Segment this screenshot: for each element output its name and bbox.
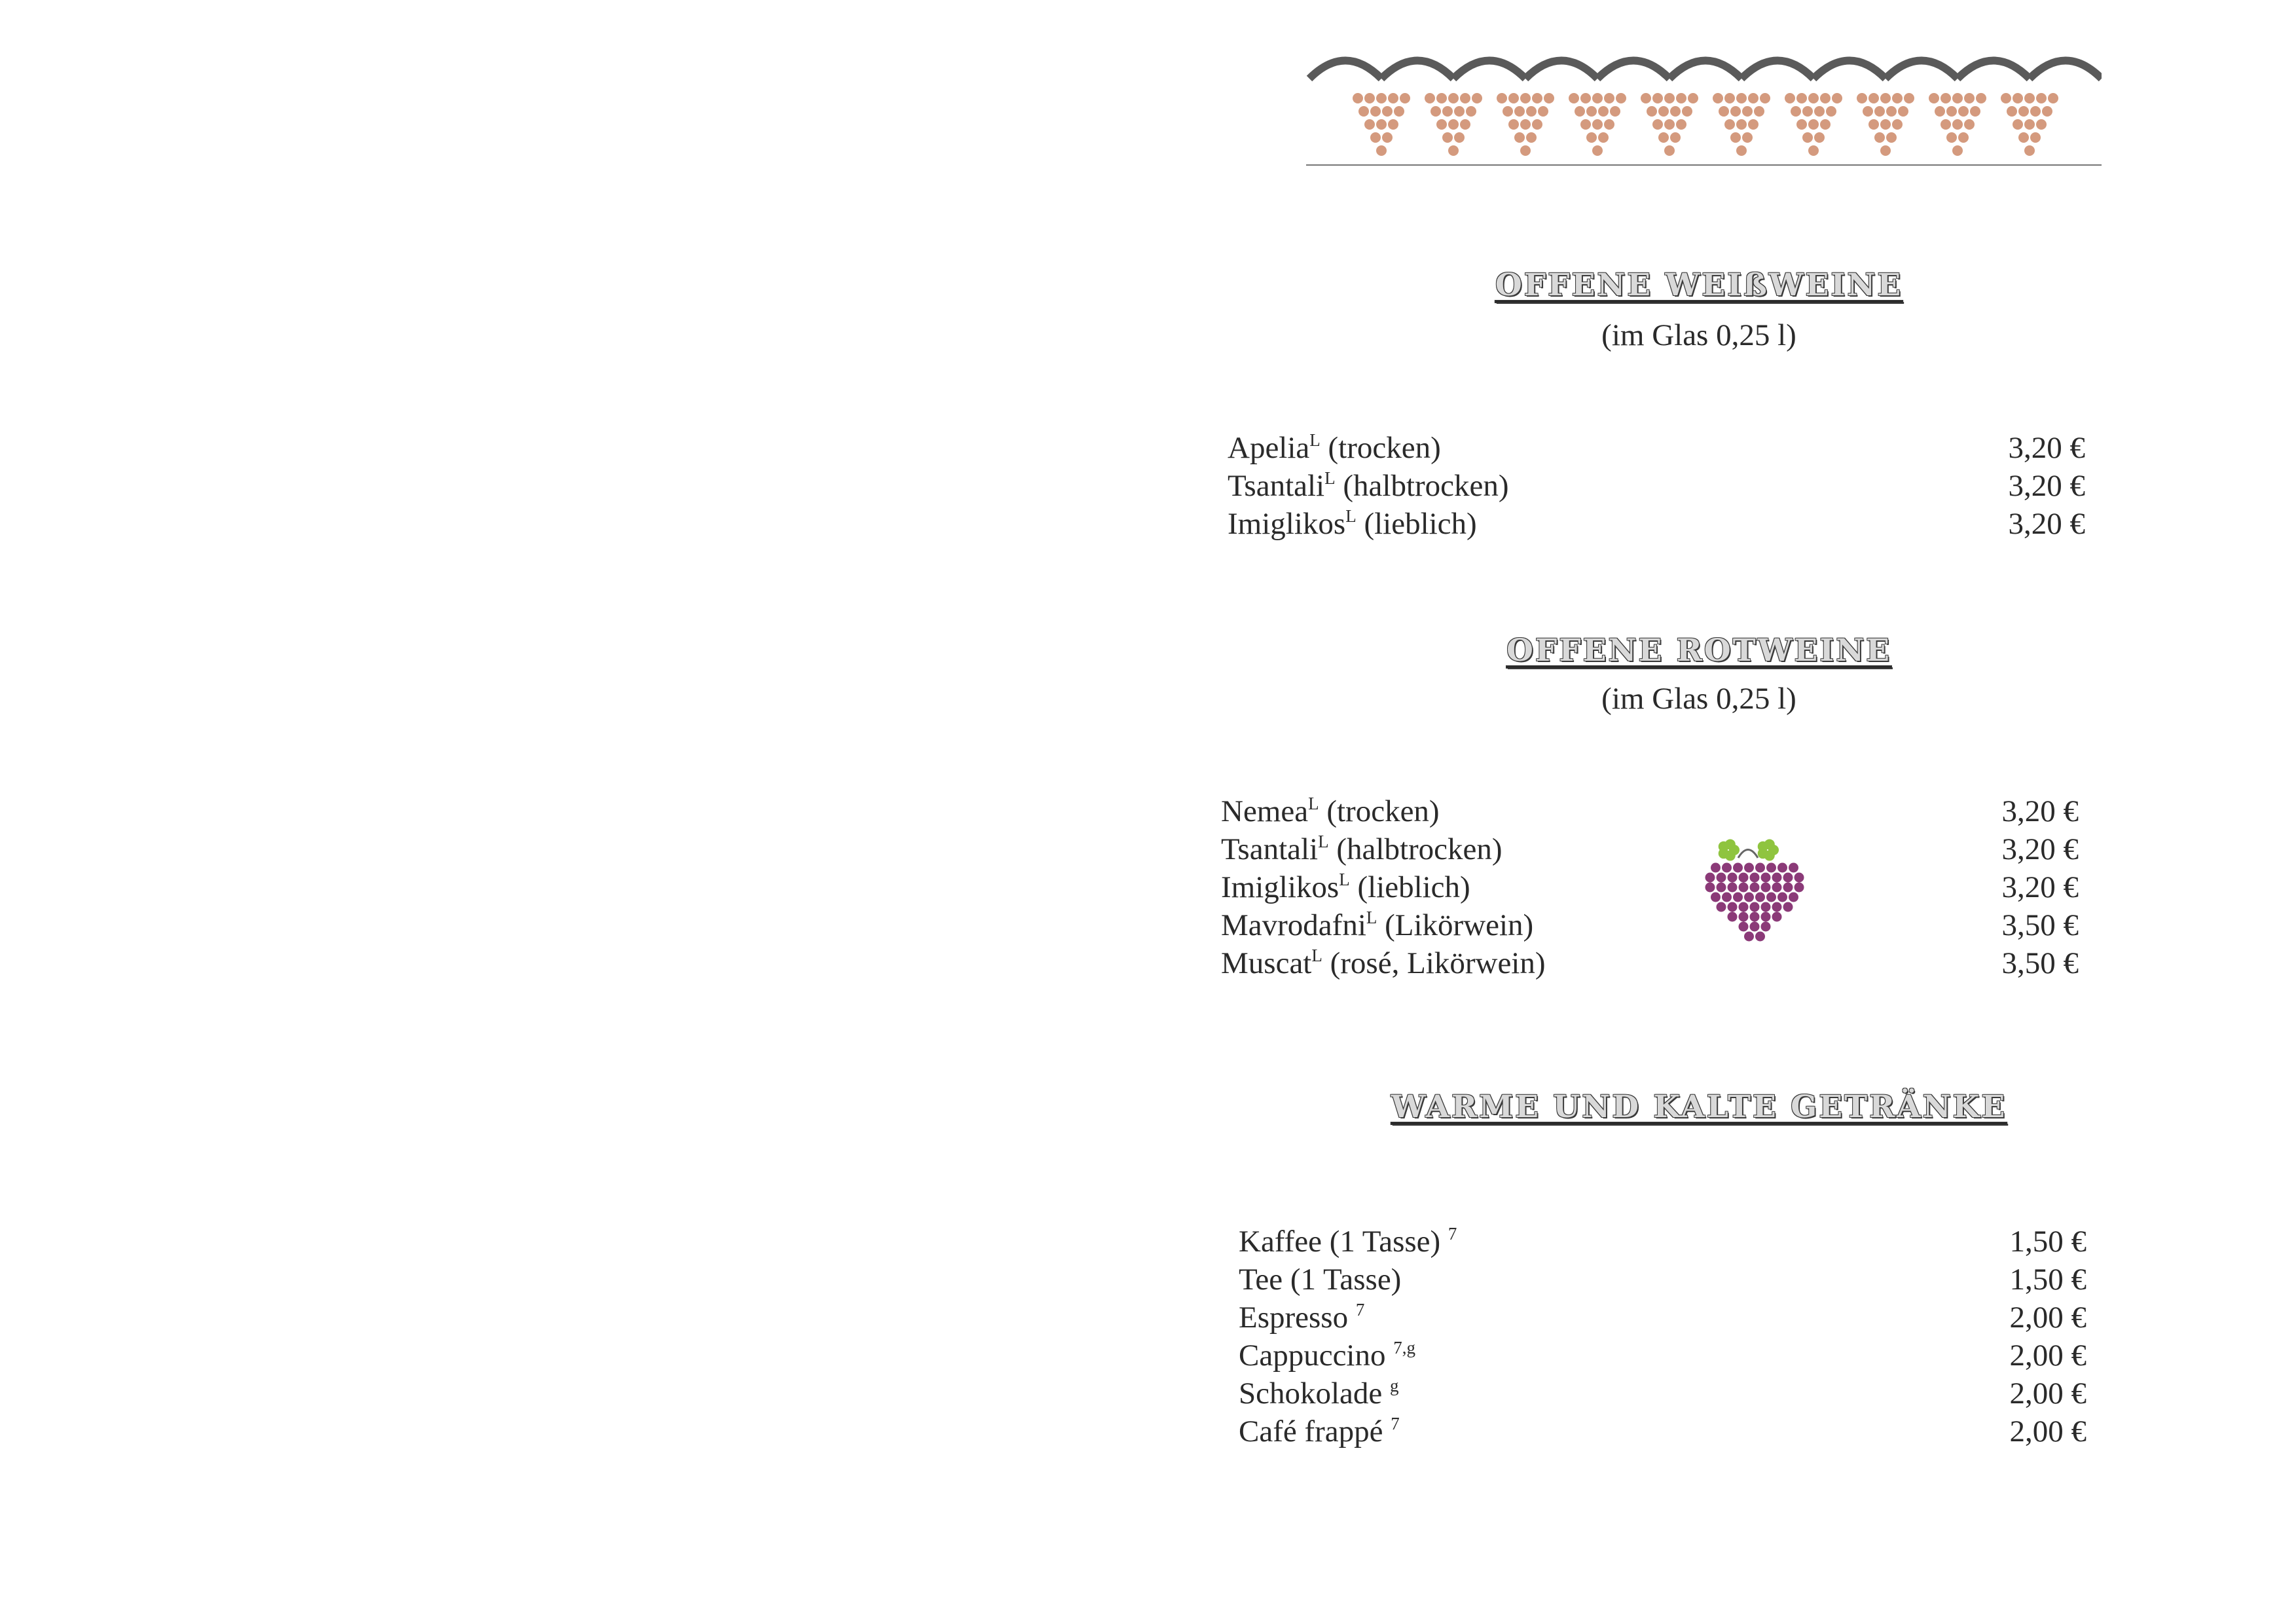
menu-item-name: Tsantali$^L$ (halbtrocken): [1228, 468, 1509, 503]
menu-item: [1239, 1261, 2086, 1299]
allergen-marker: L: [1345, 506, 1357, 526]
allergen-marker: 7: [1448, 1224, 1457, 1244]
allergen-marker: 7,g: [1393, 1338, 1415, 1357]
menu-item: [1221, 868, 2079, 906]
allergen-marker: L: [1324, 468, 1336, 488]
menu-item-name: Tsantali$^L$ (halbtrocken): [1221, 832, 1503, 866]
allergen-marker: 7: [1355, 1300, 1365, 1320]
menu-item-name: Schokolade $^g$: [1239, 1376, 1399, 1411]
menu-item-name: Mavrodafni$^L$ (Likörwein): [1221, 908, 1534, 942]
menu-item-price: 3,50 €: [2001, 946, 2079, 980]
menu-item-price: 3,20 €: [2001, 832, 2079, 866]
menu-item-name: Imiglikos$^L$ (lieblich): [1228, 506, 1477, 541]
menu-item-name: Imiglikos$^L$ (lieblich): [1221, 870, 1470, 904]
menu-item-price: 2,00 €: [2009, 1338, 2086, 1373]
menu-item-price: 2,00 €: [2009, 1376, 2086, 1411]
section-subtitle-white-wines: (im Glas 0,25 l): [1601, 318, 1796, 352]
menu-item: [1239, 1337, 2086, 1375]
section-title-drinks: WARME UND KALTE GETRÄNKE: [1391, 1089, 2007, 1125]
allergen-marker: L: [1309, 430, 1321, 450]
grape-bunch-icon: [1689, 838, 1820, 943]
menu-item: [1239, 1375, 2086, 1412]
menu-item-price: 3,20 €: [2008, 469, 2085, 503]
section-title-white-wines: OFFENE WEIßWEINE: [1495, 267, 1903, 303]
menu-item: [1239, 1412, 2086, 1450]
menu-item-name: Espresso $^7$: [1239, 1300, 1365, 1335]
menu-item-name: Muscat$^L$ (rosé, Likörwein): [1221, 946, 1546, 980]
menu-item-price: 3,50 €: [2001, 908, 2079, 942]
menu-item-price: 3,20 €: [2001, 870, 2079, 904]
menu-item-name: Kaffee (1 Tasse) $^7$: [1239, 1224, 1457, 1259]
allergen-marker: L: [1308, 794, 1319, 813]
allergen-marker: L: [1339, 870, 1350, 889]
menu-item: [1228, 467, 2085, 505]
menu-item-price: 2,00 €: [2009, 1301, 2086, 1335]
menu-item: [1239, 1299, 2086, 1337]
section-title-red-wines: OFFENE ROTWEINE: [1506, 633, 1891, 669]
menu-item-price: 3,20 €: [2001, 794, 2079, 828]
menu-item-price: 3,20 €: [2008, 431, 2085, 465]
menu-item-name: Nemea$^L$ (trocken): [1221, 794, 1440, 828]
allergen-marker: g: [1390, 1376, 1399, 1395]
grape-vine-border-icon: [1306, 52, 2102, 174]
menu-item-price: 3,20 €: [2008, 507, 2085, 541]
menu-item: [1221, 906, 2079, 944]
menu-item-name: Café frappé $^7$: [1239, 1414, 1400, 1449]
menu-item-name: Tee (1 Tasse): [1239, 1263, 1402, 1297]
menu-item-name: Cappuccino $^{7,g}$: [1239, 1338, 1415, 1373]
red-wine-list: [1221, 792, 2079, 982]
allergen-marker: L: [1311, 946, 1322, 965]
menu-item-price: 2,00 €: [2009, 1414, 2086, 1449]
menu-item: [1228, 429, 2085, 467]
menu-item: [1221, 792, 2079, 830]
menu-item: [1221, 944, 2079, 982]
drinks-list: [1239, 1223, 2086, 1450]
white-wine-list: [1228, 429, 2085, 543]
allergen-marker: L: [1366, 908, 1377, 927]
menu-item: [1221, 830, 2079, 868]
menu-item: [1228, 505, 2085, 543]
menu-item-price: 1,50 €: [2009, 1263, 2086, 1297]
menu-item-price: 1,50 €: [2009, 1225, 2086, 1259]
allergen-marker: L: [1318, 832, 1329, 851]
menu-item: [1239, 1223, 2086, 1261]
allergen-marker: 7: [1391, 1414, 1400, 1433]
section-subtitle-red-wines: (im Glas 0,25 l): [1601, 682, 1796, 716]
menu-item-name: Apelia$^L$ (trocken): [1228, 430, 1441, 465]
